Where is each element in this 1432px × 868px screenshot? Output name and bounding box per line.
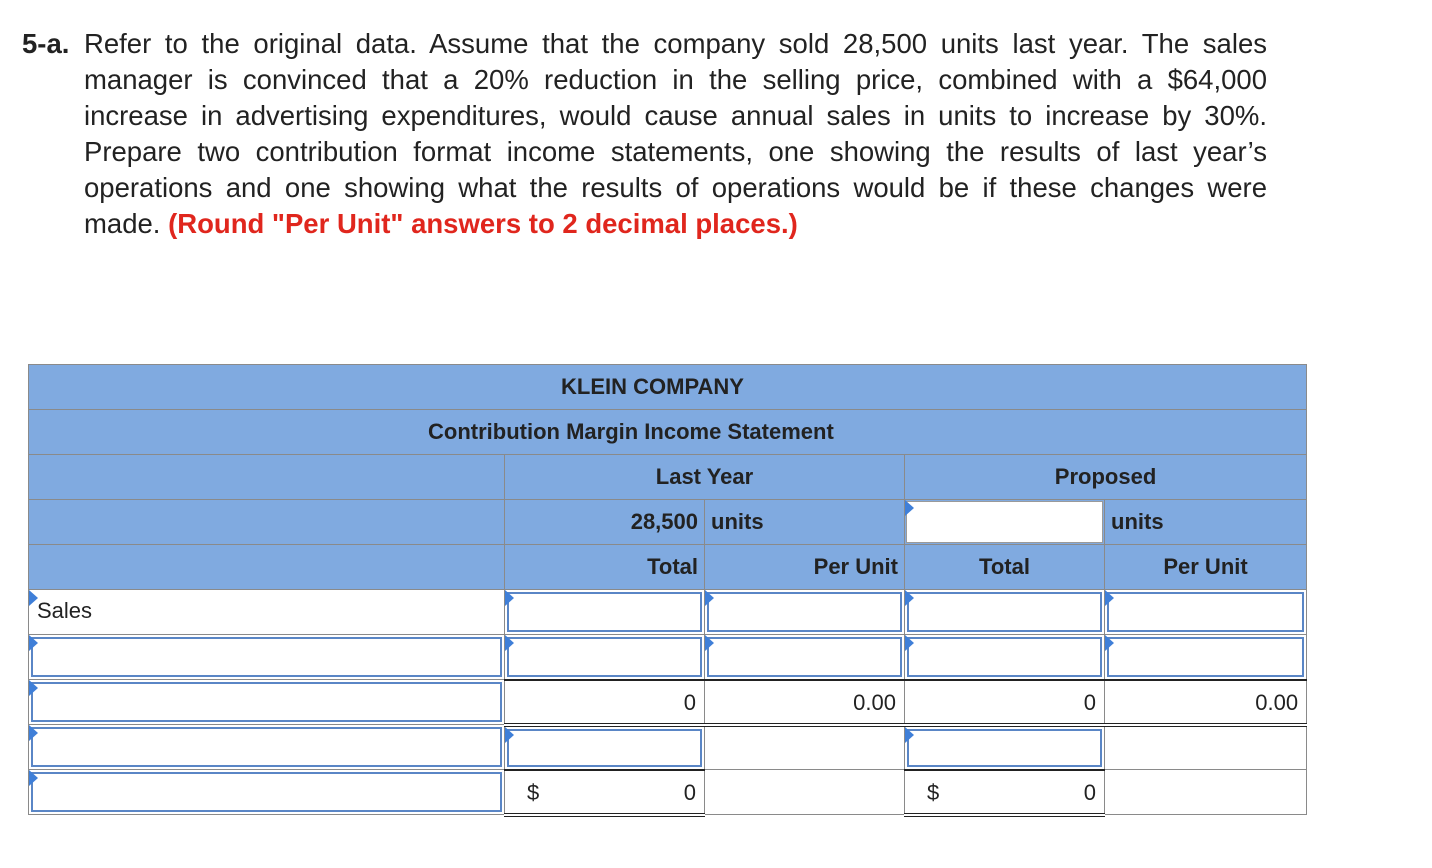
last-total-cell (505, 770, 705, 815)
sales-last-total-input[interactable] (507, 592, 702, 632)
input-marker-icon (705, 590, 714, 606)
sales-prop-per-unit-input[interactable] (1107, 592, 1304, 632)
row3-label-input[interactable] (31, 682, 502, 722)
net-prop-total: 0 (1083, 779, 1096, 805)
last-total-cell (505, 635, 705, 680)
proposed-units-input[interactable] (906, 501, 1103, 543)
last-total-cell (505, 725, 705, 770)
input-marker-icon (1105, 635, 1114, 651)
last-per-unit-cell (705, 635, 905, 680)
rounding-instruction: (Round "Per Unit" answers to 2 decimal places.) (168, 208, 798, 239)
row2-prop-per-unit-input[interactable] (1107, 637, 1304, 677)
input-marker-icon (505, 635, 514, 651)
last-per-unit-cell (705, 680, 905, 725)
blank-header-cell (29, 500, 505, 545)
table-row (29, 680, 1307, 725)
sales-prop-total-input[interactable] (907, 592, 1102, 632)
statement-title-header (29, 410, 1307, 455)
last-total-cell (505, 590, 705, 635)
proposed-units-cell (905, 500, 1105, 545)
subtotal-prop-per-unit: 0.00 (1255, 689, 1299, 715)
last-year-header: Last Year (505, 455, 905, 500)
input-marker-icon (29, 770, 38, 786)
question-body: Refer to the original data. Assume that the company sold 28,500 units last year. The sales manager is convinced that a 20% reduction in the selling price, combined with a $64,000 increase in advertising expenditures, would cause annual sales in units to increase by 30%. Prepare two contribution format income statements, one showing the results of last year’s operations and one showing what the results of operations would be if these changes were made. (84, 28, 1267, 239)
row2-label-input[interactable] (31, 637, 502, 677)
row5-label-input[interactable] (31, 772, 502, 812)
table-row (29, 635, 1307, 680)
last-per-unit-cell (705, 770, 905, 815)
subtotal-last-per-unit: 0.00 (853, 689, 896, 715)
prop-total-cell (905, 770, 1105, 815)
input-marker-icon (905, 727, 914, 743)
question-text (84, 26, 1267, 242)
blank-header-cell (29, 545, 505, 590)
row-label-cell (29, 680, 505, 725)
prop-total-cell (905, 635, 1105, 680)
input-marker-icon (29, 725, 38, 741)
row2-prop-total-input[interactable] (907, 637, 1102, 677)
currency-symbol: $ (527, 779, 540, 805)
row-label-cell (29, 725, 505, 770)
last-year-per-unit-header: Per Unit (705, 545, 905, 590)
table-row (29, 770, 1307, 815)
row-label-cell (29, 770, 505, 815)
input-marker-icon (29, 680, 38, 696)
prop-per-unit-cell (1105, 725, 1307, 770)
table-row (29, 590, 1307, 635)
input-marker-icon (29, 635, 38, 651)
input-marker-icon (1105, 590, 1114, 606)
company-name: KLEIN COMPANY (561, 374, 744, 399)
currency-symbol: $ (927, 779, 940, 805)
row-label-cell (29, 635, 505, 680)
sales-last-per-unit-input[interactable] (707, 592, 902, 632)
blank-header-cell (29, 455, 505, 500)
subtotal-last-total: 0 (683, 689, 696, 715)
income-statement-table (28, 364, 1307, 817)
prop-total-cell (905, 590, 1105, 635)
question-block (22, 26, 1267, 242)
last-year-units-label: units (705, 500, 905, 545)
table-row (29, 725, 1307, 770)
row-label-cell (29, 590, 505, 635)
row2-last-total-input[interactable] (507, 637, 702, 677)
input-marker-icon (505, 727, 514, 743)
question-number: 5-a. (22, 28, 70, 59)
company-name-header (29, 365, 1307, 410)
row4-label-input[interactable] (31, 727, 502, 767)
proposed-per-unit-header: Per Unit (1105, 545, 1307, 590)
last-total-cell (505, 680, 705, 725)
input-marker-icon (505, 590, 514, 606)
last-per-unit-cell (705, 590, 905, 635)
last-year-total-header: Total (505, 545, 705, 590)
sales-label: Sales (37, 598, 93, 623)
subtotal-prop-total: 0 (1083, 689, 1096, 715)
statement-title: Contribution Margin Income Statement (428, 419, 834, 444)
prop-per-unit-cell (1105, 680, 1307, 725)
last-year-units-value: 28,500 (505, 500, 705, 545)
prop-per-unit-cell (1105, 770, 1307, 815)
proposed-total-header: Total (905, 545, 1105, 590)
last-per-unit-cell (705, 725, 905, 770)
prop-per-unit-cell (1105, 590, 1307, 635)
prop-total-cell (905, 725, 1105, 770)
row4-prop-total-input[interactable] (907, 729, 1102, 767)
input-marker-icon (905, 590, 914, 606)
prop-per-unit-cell (1105, 635, 1307, 680)
prop-total-cell (905, 680, 1105, 725)
proposed-units-label: units (1105, 500, 1307, 545)
net-last-total: 0 (683, 779, 696, 805)
row2-last-per-unit-input[interactable] (707, 637, 902, 677)
input-marker-icon (705, 635, 714, 651)
input-marker-icon (905, 500, 914, 516)
input-marker-icon (905, 635, 914, 651)
proposed-header: Proposed (905, 455, 1307, 500)
row4-last-total-input[interactable] (507, 729, 702, 767)
